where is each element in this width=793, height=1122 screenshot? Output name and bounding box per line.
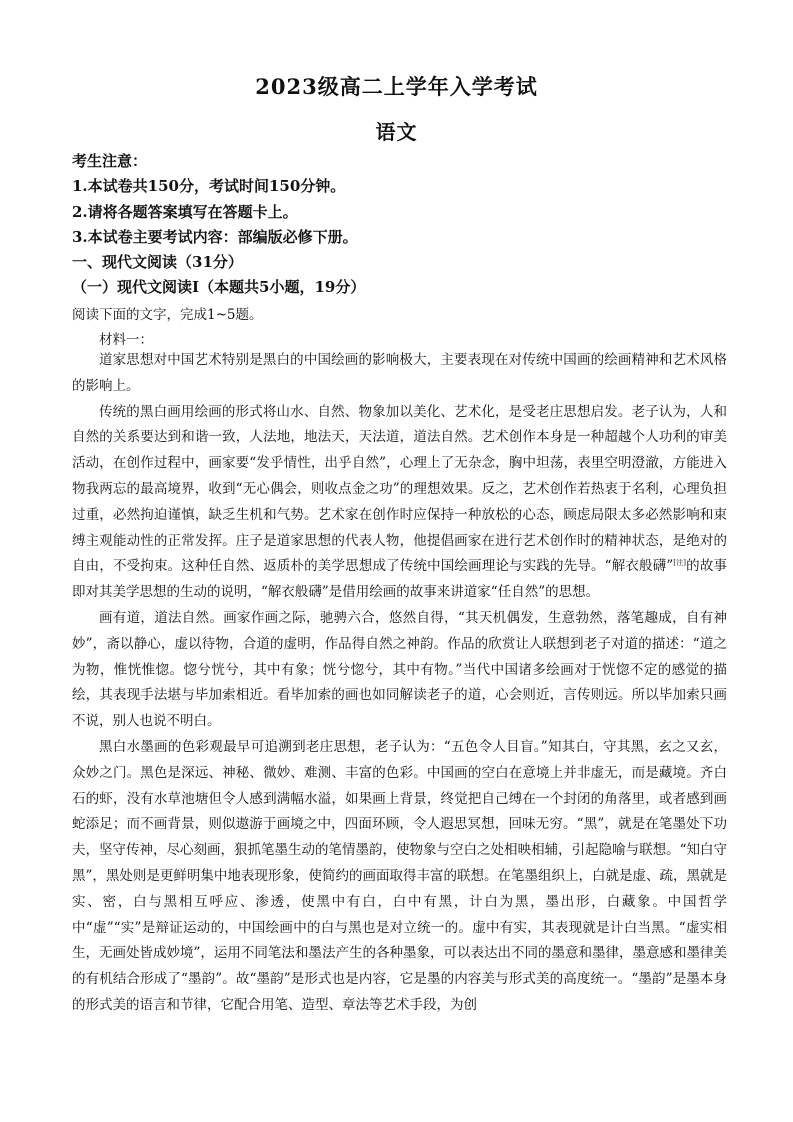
reading-instruction: 阅读下面的文字，完成1~5题。 [72,307,263,323]
paragraph-text: 的故事即对其美学思想的生动的说明，“解衣般礴”是借用绘画的故事来讲道家“任自然”的思想。 [72,558,727,601]
subject-title: 语文 [375,120,418,144]
section-heading: 一、现代文阅读（31分） [72,253,243,271]
paragraph: 画有道，道法自然。画家作画之际，驰骋六合，悠然自得，“其天机偶发，生意勃然，落笔趣成，自有神妙”，斋以静心，虚以待物，合道的虚明，作品得自然之神韵。作品的欣赏让人联想到老子对道的描述：“道之为物，惟恍惟惚。惚兮恍兮，其中有象；恍兮惚兮，其中有物。”当代中国诸多绘画对于恍惚不定的感觉的描绘，其表现手法堪与毕加索相近。看毕加索的画也如同解读老子的道，心会则近，言传则远。所以毕加索只画不说，别人也说不明白。 [72,609,727,730]
notice-item: 1.本试卷共150分，考试时间150分钟。 [72,177,346,195]
notice-item: 2.请将各题答案填写在答题卡上。 [72,203,298,221]
passage [72,348,727,1019]
paragraph: 黑白水墨画的色彩观最早可追溯到老庄思想，老子认为：“五色令人目盲。”知其白，守其黑，玄之又玄，众妙之门。黑色是深远、神秘、微妙、难测、丰富的色彩。中国画的空白在意境上并非虚无，而是藏境。齐白石的虾，没有水草池塘但令人感到满幅水溢，如果画上背景，终觉把自己缚在一个封闭的角落里，或者感到画蛇添足；而不画背景，则似遨游于画境之中，四面环顾，令人遐思冥想，回味无穷。“黑”，就是在笔墨处下功夫，坚守传神，尽心刻画，狠抓笔墨生动的笔情墨韵，使物象与空白之处相映相辅，引起隐喻与联想。“知白守黑”，黑处则是更鲜明集中地表现形象，使简约的画面取得丰富的联想。在笔墨组织上，白就是虚、疏，黑就是实、密，白与黑相互呼应、渗透，使黑中有白，白中有黑，计白为黑，墨出形，白藏象。中国哲学中“虚”“实”是辩证运动的，中国绘画中的白与黑也是对立统一的。虚中有实，其表现就是计白当黑。“虚实相生，无画处皆成妙境”，运用不同笔法和墨法产生的各种墨象，可以表达出不同的墨意和墨律，墨意感和墨律美的有机结合形成了“墨韵”。故“墨韵”是形式也是内容，它是墨的内容美与形式美的高度统一。“墨韵”是墨本身的形式美的语言和节律，它配合用笔、造型、章法等艺术手段，为创 [72,738,727,1013]
paragraph: 道家思想对中国艺术特别是黑白的中国绘画的影响极大，主要表现在对传统中国画的绘画精神和艺术风格的影响上。 [72,352,727,394]
footnote-marker: [注] [673,558,687,567]
paragraph [72,400,727,606]
subsection-heading: （一）现代文阅读Ⅰ（本题共5小题，19分） [72,278,366,296]
exam-title: 2023级高二上学年入学考试 [255,74,538,99]
notice-item: 3.本试卷主要考试内容：部编版必修下册。 [72,228,358,246]
notice-heading: 考生注意： [72,152,148,170]
paragraph-text: 传统的黑白画用绘画的形式将山水、自然、物象加以美化、艺术化，是受老庄思想启发。老子认为，人和自然的关系要达到和谐一致，人法地，地法天，天法道，道法自然。艺术创作本身是一种超越个人功利的审美活动，在创作过程中，画家要“发乎情性，出乎自然”，心理上了无杂念，胸中坦荡，表里空明澄澈，方能进入物我两忘的最高境界，收到“无心偶会，则收点金之功”的理想效果。反之，艺术创作若热衷于名利，心理负担过重，必然拘迫谨慎，缺乏生机和气势。艺术家在创作时应保持一种放松的心态，顾虑局限太多必然影响和束缚主观能动性的正常发挥。庄子是道家思想的代表人物，他提倡画家在进行艺术创作时的精神状态，是绝对的自由，不受拘束。这种任自然、返质朴的美学思想成了传统中国绘画理论与实践的先导。“解衣般礴” [72,403,727,575]
material-label: 材料一： [99,332,153,348]
